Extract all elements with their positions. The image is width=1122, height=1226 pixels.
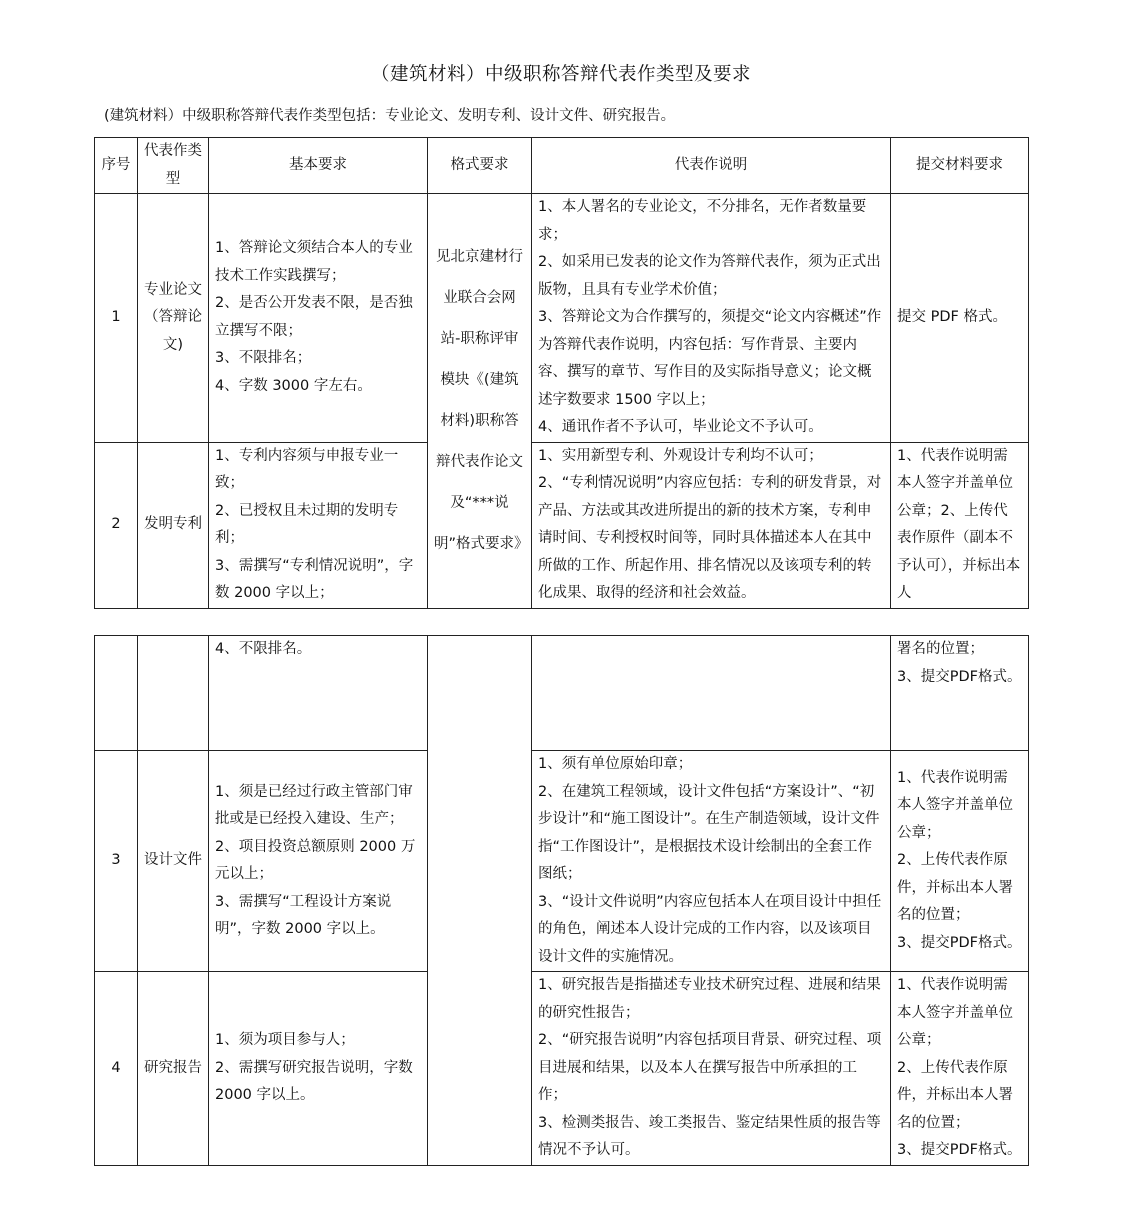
header-submit: 提交材料要求 [891, 138, 1029, 194]
page-title: （建筑材料）中级职称答辩代表作类型及要求 [370, 64, 751, 85]
header-type: 代表作类型 [138, 138, 209, 194]
desc-item: 4、通讯作者不予认可，毕业论文不予认可。 [538, 419, 823, 435]
table-row-continued [95, 636, 1029, 751]
basic-item: 1、答辩论文须结合本人的专业技术工作实践撰写； [215, 240, 413, 284]
basic-item: 2、是否公开发表不限，是否独立撰写不限； [215, 295, 413, 339]
basic-item: 3、需撰写“工程设计方案说明”，字数 2000 字以上。 [215, 893, 392, 937]
header-basic: 基本要求 [209, 138, 428, 194]
row-submit: 提交 PDF 格式。 [891, 194, 1029, 443]
row-submit [891, 972, 1029, 1166]
desc-item: 1、实用新型专利、外观设计专利均不认可； [538, 447, 823, 464]
row-basic [209, 972, 428, 1166]
submit-item: 署名的位置； [897, 641, 984, 657]
header-format: 格式要求 [428, 138, 532, 194]
desc-item: 2、在建筑工程领域，设计文件包括“方案设计”、“初步设计”和“施工图设计”。在生产制造领域，设计文件指“工作图设计”，是根据技术设计绘制出的全套工作图纸； [538, 783, 880, 882]
row-no: 4 [95, 972, 138, 1166]
submit-item: 1、代表作说明需本人签字并盖单位公章； [897, 977, 1013, 1048]
row-basic-continued: 4、不限排名。 [209, 636, 428, 751]
basic-item: 1、专利内容须与申报专业一致； [215, 447, 399, 491]
submit-item: 3、提交PDF格式。 [897, 1142, 1022, 1158]
basic-item: 3、需撰写“专利情况说明”，字数 2000 字以上； [215, 557, 414, 601]
row-submit: 1、代表作说明需本人签字并盖单位公章；2、上传代表作原件（副本不予认可），并标出本人 [891, 442, 1029, 608]
row-type: 研究报告 [138, 972, 209, 1166]
basic-item: 2、项目投资总额原则 2000 万元以上； [215, 838, 416, 882]
desc-item: 2、“研究报告说明”内容包括项目背景、研究过程、项目进展和结果，以及本人在撰写报告中所承担的工作； [538, 1032, 882, 1103]
row-type: 专业论文（答辩论文) [138, 194, 209, 443]
row-desc [532, 194, 891, 443]
table-header-row [95, 138, 1029, 194]
format-requirement: 见北京建材行业联合会网站-职称评审模块《(建筑材料)职称答辩代表作论文及“***说明”格式要求》 [428, 194, 532, 609]
table-row [95, 442, 1029, 608]
row-desc [532, 972, 891, 1166]
row-no: 2 [95, 442, 138, 608]
submit-item: 3、提交PDF格式。 [897, 934, 1022, 951]
submit-item: 2、上传代表作原件，并标出本人署名的位置； [897, 852, 1013, 924]
header-no: 序号 [95, 138, 138, 194]
table-row [95, 194, 1029, 443]
row-basic [209, 751, 428, 972]
desc-item: 1、须有单位原始印章； [538, 756, 693, 772]
submit-item: 3、提交PDF格式。 [897, 668, 1022, 685]
requirements-table-part1 [94, 137, 1029, 609]
requirements-table-part2 [94, 635, 1029, 1166]
row-desc [532, 442, 891, 608]
desc-item: 2、“专利情况说明”内容应包括：专利的研发背景，对产品、方法或其改进所提出的新的技术方案，专利申请时间、专利授权时间等，同时具体描述本人在其中所做的工作、所起作用、排名情况以及该项专利的转化成果、取得的经济和社会效益。 [538, 475, 882, 601]
desc-item: 1、本人署名的专业论文，不分排名，无作者数量要求； [538, 199, 867, 243]
table-row [95, 751, 1029, 972]
desc-item: 3、检测类报告、竣工类报告、鉴定结果性质的报告等情况不予认可。 [538, 1114, 881, 1158]
row-desc [532, 751, 891, 972]
basic-item: 1、须为项目参与人； [215, 1032, 355, 1048]
row-no: 3 [95, 751, 138, 972]
basic-item: 2、已授权且未过期的发明专利； [215, 502, 399, 546]
row-type: 设计文件 [138, 751, 209, 972]
header-desc: 代表作说明 [532, 138, 891, 194]
desc-item: 2、如采用已发表的论文作为答辩代表作，须为正式出版物，且具有专业学术价值； [538, 254, 881, 298]
basic-item: 4、字数 3000 字左右。 [215, 377, 372, 394]
row-submit [891, 751, 1029, 972]
basic-item: 2、需撰写研究报告说明，字数 2000 字以上。 [215, 1059, 413, 1103]
format-requirement-empty [428, 636, 532, 1166]
table-row [95, 972, 1029, 1166]
basic-item: 3、不限排名； [215, 350, 312, 367]
row-submit-continued [891, 636, 1029, 751]
desc-item: 1、研究报告是指描述专业技术研究过程、进展和结果的研究性报告； [538, 977, 881, 1021]
intro-text: (建筑材料）中级职称答辩代表作类型包括：专业论文、发明专利、设计文件、研究报告。 [104, 108, 676, 124]
row-no: 1 [95, 194, 138, 443]
desc-item: 3、答辩论文为合作撰写的，须提交“论文内容概述”作为答辩代表作说明，内容包括：写作背景、主要内容、撰写的章节、写作目的及实际指导意义；论文概述字数要求 1500 字以上； [538, 309, 882, 408]
row-basic [209, 442, 428, 608]
row-basic [209, 194, 428, 443]
desc-item: 3、“设计文件说明”内容应包括本人在项目设计中担任的角色，阐述本人设计完成的工作内容，以及该项目设计文件的实施情况。 [538, 893, 882, 965]
basic-item: 1、须是已经过行政主管部门审批或是已经投入建设、生产； [215, 783, 413, 827]
submit-item: 2、上传代表作原件，并标出本人署名的位置； [897, 1059, 1013, 1131]
row-type: 发明专利 [138, 442, 209, 608]
submit-item: 1、代表作说明需本人签字并盖单位公章； [897, 769, 1013, 841]
